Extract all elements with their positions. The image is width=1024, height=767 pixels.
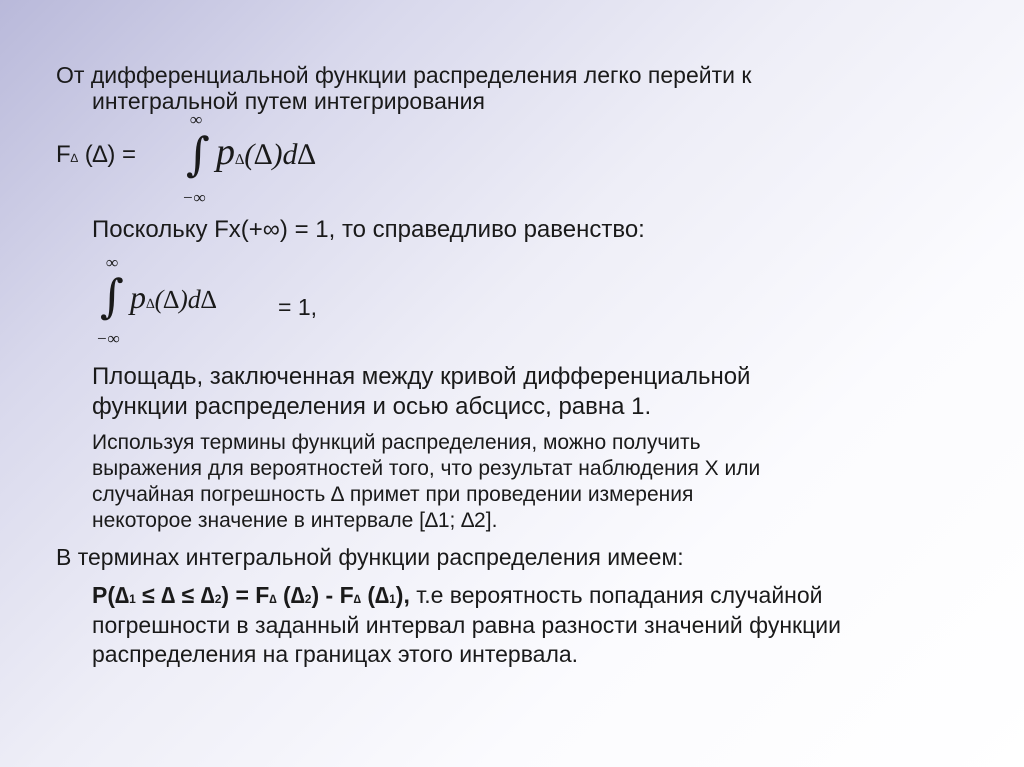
formula2-rhs: = 1, xyxy=(278,294,318,320)
terms-line-3: случайная погрешность ∆ примет при проведении измерения xyxy=(92,483,694,506)
probability-line-3: распределения на границах этого интервала. xyxy=(92,641,579,667)
pf-c: ) = F xyxy=(221,582,270,608)
formula1-p: p xyxy=(216,131,235,173)
probability-tail: т.е вероятность попадания случайной xyxy=(409,582,823,608)
pf-f: (∆ xyxy=(360,582,390,608)
terms-line-4: некоторое значение в интервале [∆1; ∆2]. xyxy=(92,509,498,532)
pf-b: ≤ ∆ ≤ ∆ xyxy=(135,582,215,608)
probability-line-1 xyxy=(92,580,823,614)
formula1-lhs-arg: (∆) = xyxy=(84,141,137,168)
formula2-integrand xyxy=(130,278,217,324)
formula1-integrand xyxy=(216,130,316,182)
pf-e: ) - F xyxy=(311,582,354,608)
formula1-integral-sign: ∫ xyxy=(186,127,210,181)
formula1-lower-limit: −∞ xyxy=(182,188,206,207)
area-line-2: функции распределения и осью абсцисс, равна 1. xyxy=(92,393,652,420)
formula1-rest: (∆)d∆ xyxy=(244,138,316,171)
formula1-lhs-letter: F xyxy=(56,141,71,168)
formula1-lhs-sub: ∆ xyxy=(70,151,79,165)
formula2-lower-limit: −∞ xyxy=(96,329,120,348)
terms-line-1: Используя термины функций распределения, можно получить xyxy=(92,431,701,454)
intro-line-1: От дифференциальной функции распределения легко перейти к xyxy=(56,62,752,88)
pf-d: (∆ xyxy=(276,582,305,608)
formula1-upper-limit: ∞ xyxy=(190,110,203,129)
pf-g: ), xyxy=(395,582,410,608)
integral-terms-text: В терминах интегральной функции распределения имеем: xyxy=(56,544,684,570)
pf-sub1: 1 xyxy=(129,592,136,606)
formula2-rest: (∆)d∆ xyxy=(154,285,217,314)
since-text: Поскольку Fx(+∞) = 1, то справедливо равенство: xyxy=(92,216,645,243)
probability-line-2: погрешности в заданный интервал равна разности значений функции xyxy=(92,612,841,638)
pf-sub6: 1 xyxy=(389,592,396,606)
formula1-lhs xyxy=(56,140,136,173)
probability-formula xyxy=(92,582,410,608)
formula2-p: p xyxy=(130,279,146,315)
pf-sub3: ∆ xyxy=(269,592,277,606)
formula1-p-sub: ∆ xyxy=(235,152,245,168)
formula2-integral-sign: ∫ xyxy=(100,269,124,323)
pf-sub5: ∆ xyxy=(353,592,361,606)
area-line-1: Площадь, заключенная между кривой дифференциальной xyxy=(92,363,751,390)
terms-line-2: выражения для вероятностей того, что результат наблюдения Х или xyxy=(92,457,761,480)
pf-sub2: 2 xyxy=(214,592,222,606)
intro-line-2: интегральной путем интегрирования xyxy=(92,88,485,114)
formula2-p-sub: ∆ xyxy=(146,297,155,312)
pf-sub4: 2 xyxy=(304,592,312,606)
formula2-upper-limit: ∞ xyxy=(106,253,119,272)
pf-a: Р(∆ xyxy=(92,582,130,608)
